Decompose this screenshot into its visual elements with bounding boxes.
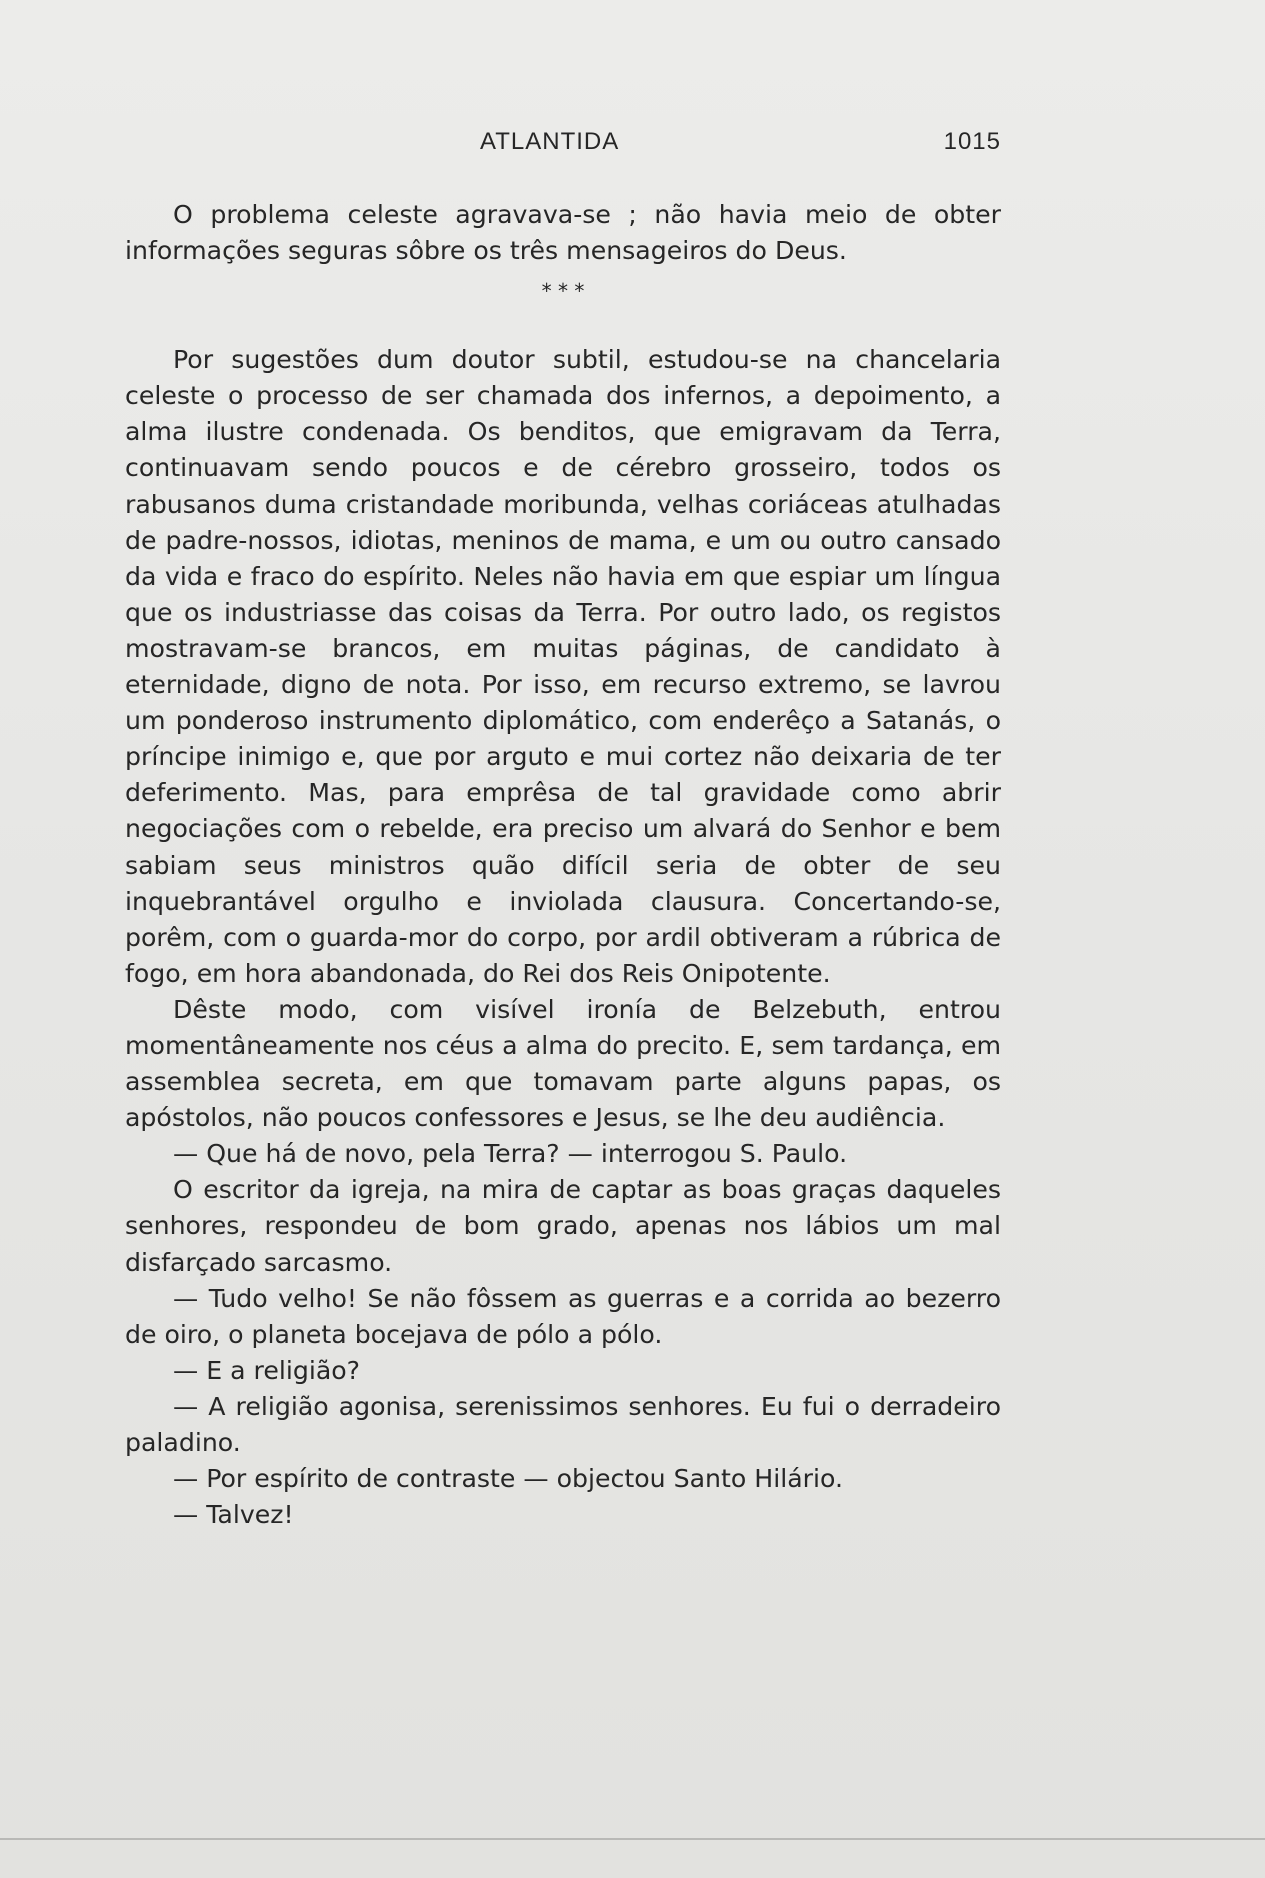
section-separator bbox=[125, 279, 1001, 304]
paragraph-1: O problema celeste agravava-se ; não havia meio de obter informações seguras sôbre os três mensageiros do Deus. bbox=[125, 200, 1001, 266]
dialogue-line: — Por espírito de contraste — objectou Santo Hilário. bbox=[173, 1464, 843, 1494]
dialogue-line: — E a religião? bbox=[173, 1355, 361, 1385]
running-title: ATLANTIDA bbox=[480, 128, 620, 155]
asterism-glyph: * * * bbox=[541, 279, 585, 304]
paragraph-2: Por sugestões dum doutor subtil, estudou-se na chancelaria celeste o processo de ser chamada dos infernos, a depoimento, a alma ilustre condenada. Os benditos, que emigravam da Terra, continuavam sendo poucos e de cérebro grosseiro, todos os rabusanos duma cristandade moribunda, velhas coriáceas atulhadas de padre-nossos, idiotas, meninos de mama, e um ou outro cansado da vida e fraco do espírito. Neles não havia em que espiar um língua que os industriasse das coisas da Terra. Por outro lado, os registos mostravam-se brancos, em muitas páginas, de candidato à eternidade, digno de nota. Por isso, em recurso extremo, se lavrou um ponderoso instrumento diplomático, com enderêço a Satanás, o príncipe inimigo e, que por arguto e mui cortez não deixaria de ter deferimento. Mas, para emprêsa de tal gravidade como abrir negociações com o rebelde, era preciso um alvará do Senhor e bem sabiam seus ministros quão difícil seria de obter de seu inquebrantável orgulho e inviolada clausura. Concertando-se, porêm, com o guarda-mor do corpo, por ardil obtiveram a rúbrica de fogo, em hora abandonada, do Rei dos Reis Onipotente. bbox=[125, 345, 1001, 988]
paragraph-4: O escritor da igreja, na mira de captar as boas graças daqueles senhores, respondeu de bom grado, apenas nos lábios um mal disfarçado sarcasmo. bbox=[125, 1175, 1001, 1277]
dialogue-line: — Que há de novo, pela Terra? — interrogou S. Paulo. bbox=[173, 1139, 848, 1169]
page-edge-line bbox=[0, 1838, 1265, 1840]
paragraph-3: Dêste modo, com visível ironía de Belzebuth, entrou momentâneamente nos céus a alma do precito. E, sem tardança, em assemblea secreta, em que tomavam parte alguns papas, os apóstolos, não poucos confessores e Jesus, se lhe deu audiência. bbox=[125, 994, 1001, 1133]
dialogue-line: — A religião agonisa, serenissimos senhores. Eu fui o derradeiro paladino. bbox=[125, 1391, 1001, 1457]
page-number: 1015 bbox=[943, 128, 1001, 155]
dialogue-line: — Tudo velho! Se não fôssem as guerras e a corrida ao bezerro de oiro, o planeta bocejava de pólo a pólo. bbox=[125, 1283, 1001, 1349]
dialogue-line: — Talvez! bbox=[173, 1500, 294, 1530]
running-header bbox=[125, 128, 1001, 168]
body-text bbox=[125, 197, 1001, 1533]
